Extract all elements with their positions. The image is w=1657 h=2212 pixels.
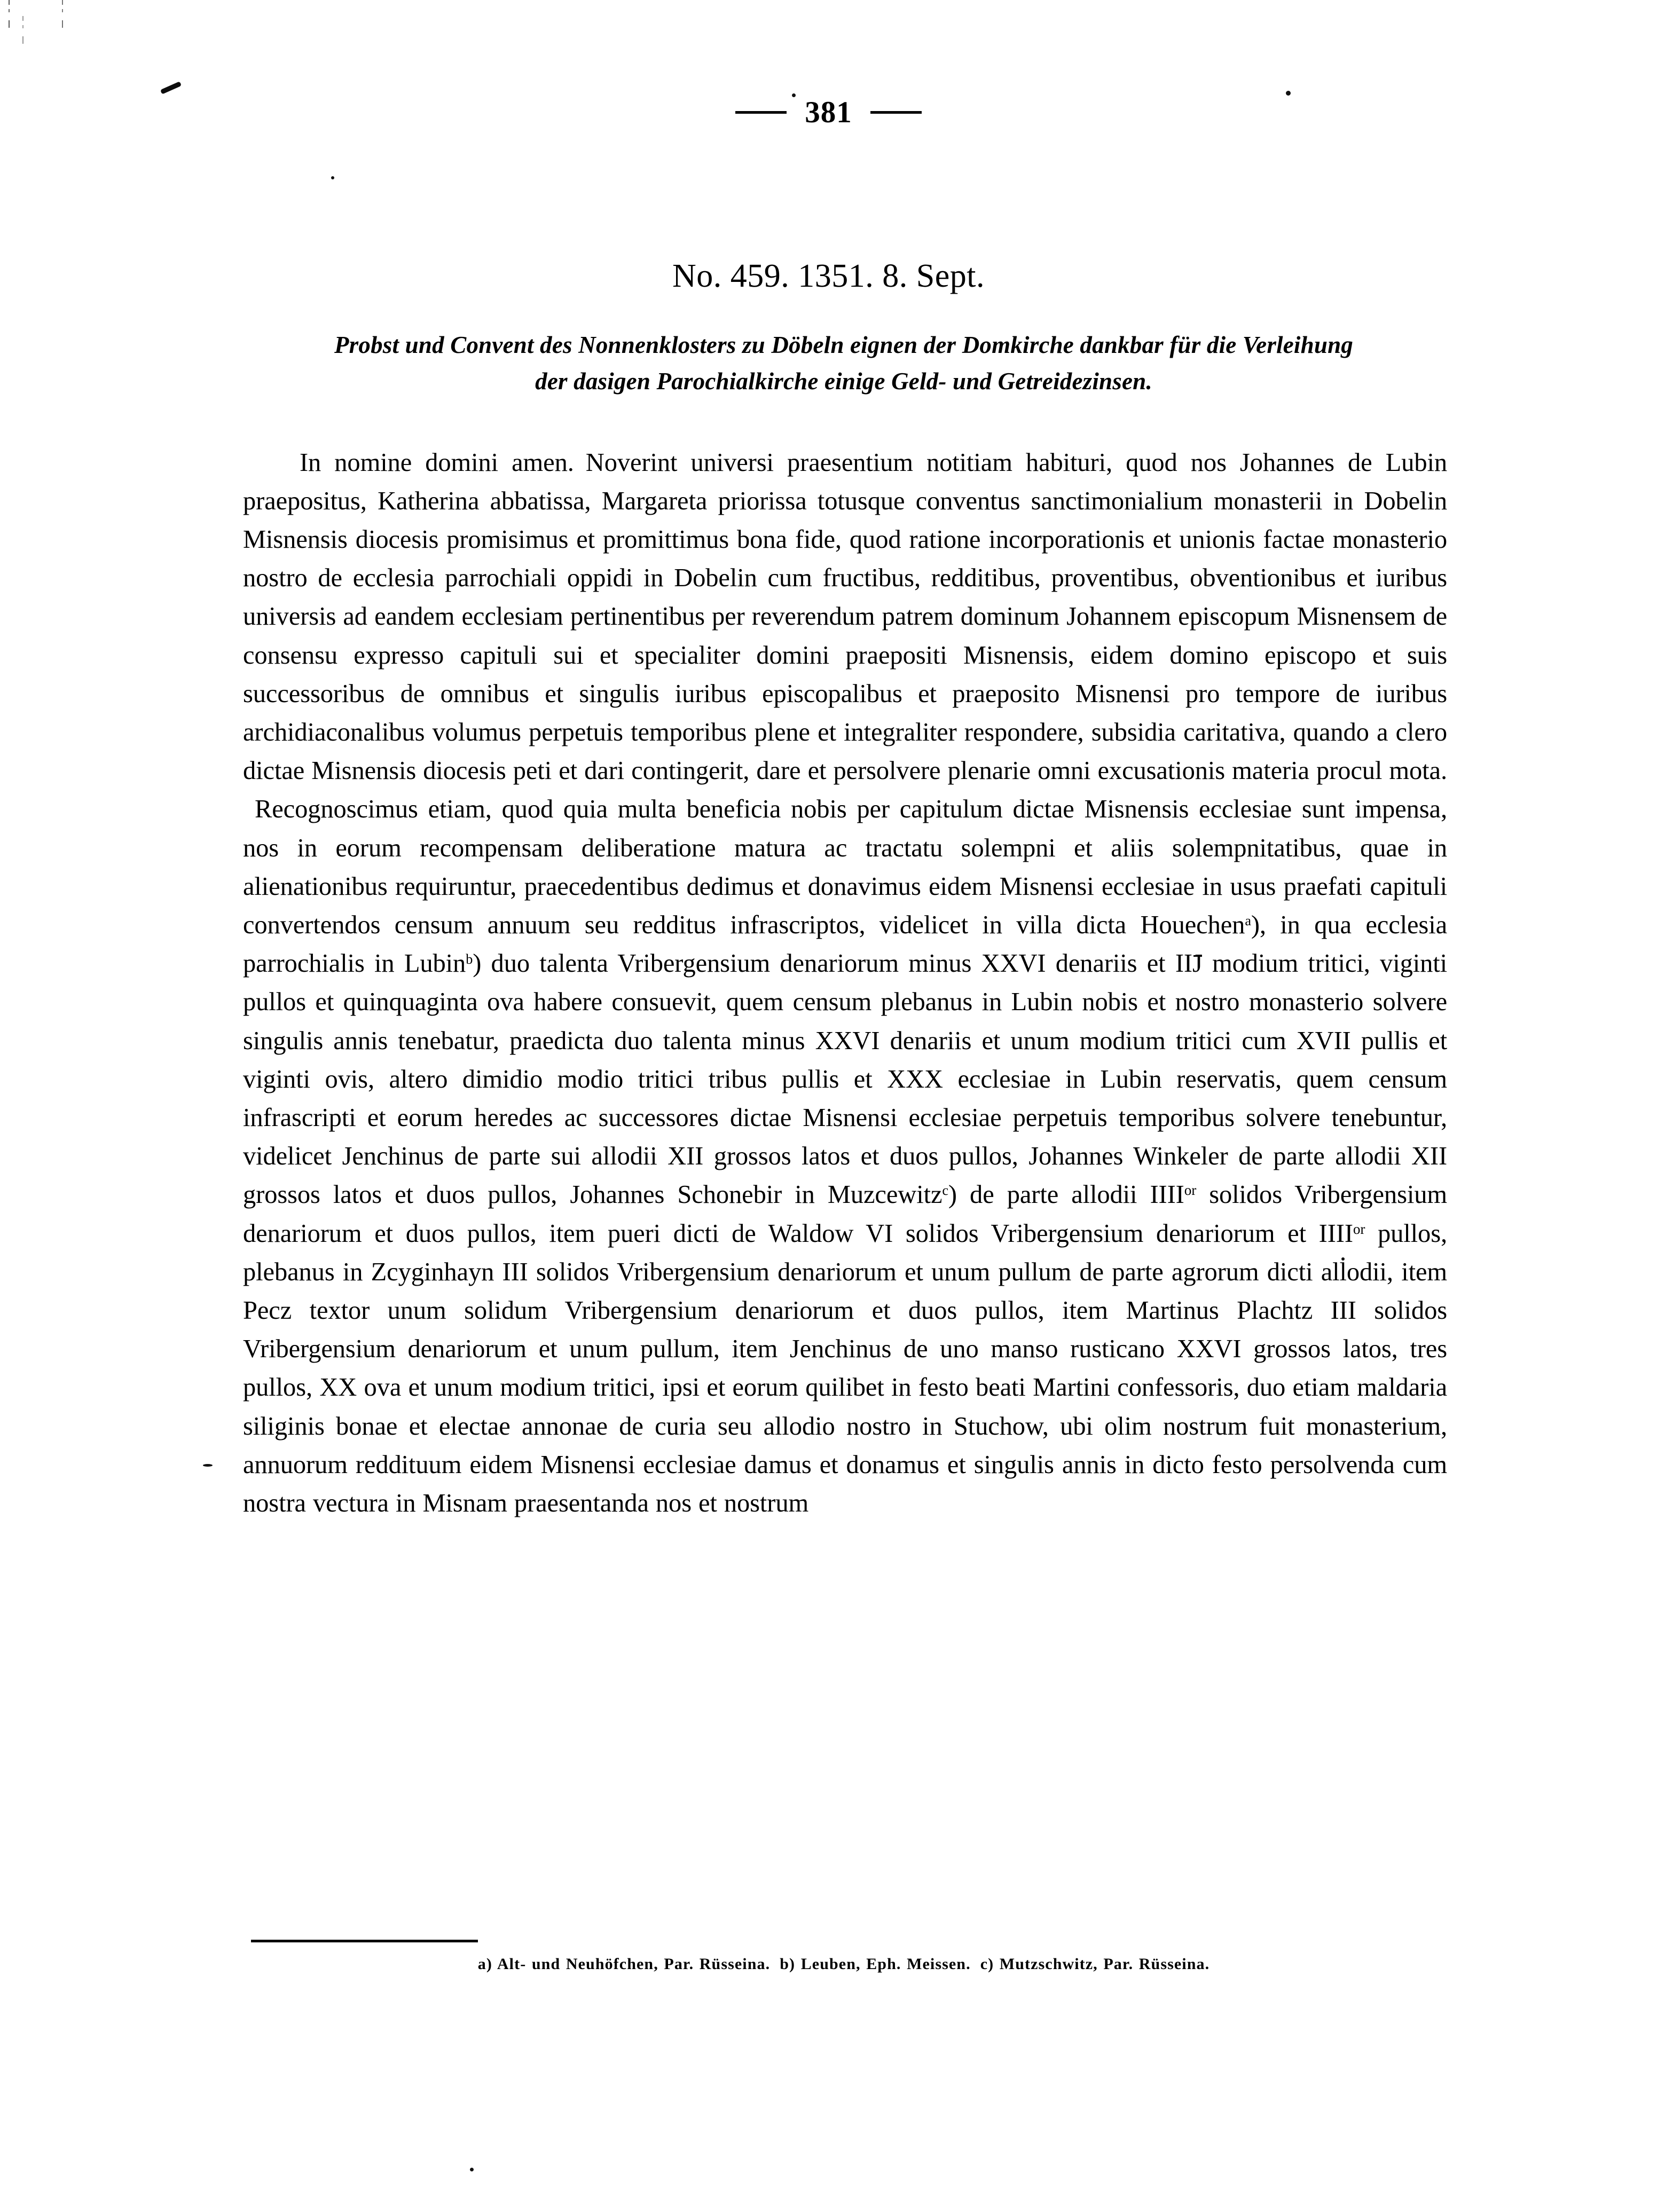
document-heading: No. 459. 1351. 8. Sept. — [672, 258, 985, 294]
body-segment-2: Recognoscimus etiam, quod quia multa beneficia nobis per capitulum dictae Misnensis ecclesiae sunt impensa, nos in eorum recompensam deliberatione matura ac tractatu solempni et aliis solempnitatibus, quae in alienationibus requiruntur, praecedentibus dedimus et donavimus eidem Misnensi ecclesiae in usus praefati capituli convertendos censum annuum seu redditus infrascriptos, videlicet in villa dicta Houechen — [243, 795, 1447, 939]
body-segment-3: ), in qua ecclesia parrochialis in Lubin — [243, 910, 1447, 978]
scan-artifact-ink-mark — [160, 81, 182, 94]
scan-artifact-speck — [331, 176, 334, 179]
footnote-c: c) Mutzschwitz, Par. Rüsseina. — [980, 1955, 1210, 1973]
body-segment-8: pullos, plebanus in Zcyginhayn III solidos Vribergensium denariorum et unum pullum de parte agrorum dicti allodii, item Pecz textor unum solidum Vribergensium denariorum et duos pullos, item Martinus Plachtz III solidos Vribergensium denariorum et unum pullum, item Jenchinus de uno manso rusticano XXVI grossos latos, tres pullos, XX ova et unum modium tritici, ipsi et eorum quilibet in festo beati Martini confessoris, duo etiam maldaria siliginis bonae et electae annonae de curia seu allodio nostro in Stuchow, ubi olim nostrum fuit monasterium, annuorum reddituum eidem Misnensi ecclesiae damus et donamus et singulis annis in dicto festo persolvenda cum nostra vectura in Misnam praesentanda nos et nostrum — [243, 1219, 1447, 1517]
body-segment-6: ) de parte allodii IIII — [948, 1180, 1184, 1209]
body-segment-4: ) duo talenta Vribergensium denariorum minus XXVI denariis et II — [473, 949, 1192, 978]
page-number — [0, 95, 1657, 130]
body-segment-5: modium tritici, viginti pullos et quinquaginta ova habere consuevit, quem censum plebanus in Lubin nobis et nostro monasterio solvere singulis annis tenebatur, praedicta duo talenta minus XXVI denariis et unum modium tritici cum XVII pullis et viginti ovis, altero dimidio modio tritici tribus pullis et XXX ecclesiae in Lubin reservatis, quem censum infrascripti et eorum heredes ac successores dictae Misnensi ecclesiae perpetuis temporibus solvere tenebuntur, videlicet Jenchinus de parte sui allodii XII grossos latos et duos pullos, Johannes Winkeler de parte allodii XII grossos latos et duos pullos, Johannes Schonebir in Muzcewitz — [243, 949, 1447, 1209]
footnote-a: a) Alt- und Neuhöfchen, Par. Rüsseina. — [477, 1955, 771, 1973]
scan-artifact-gutter-line — [9, 0, 10, 2212]
scan-artifact-speck — [470, 2168, 474, 2171]
charter-body-text — [243, 444, 1447, 1523]
footnote-b: b) Leuben, Eph. Meissen. — [780, 1955, 971, 1973]
scan-artifact-speck — [203, 1464, 213, 1467]
scan-artifact-gutter-line — [62, 0, 63, 2212]
ordinal-suffix: or — [1353, 1221, 1365, 1237]
half-denarius-symbol: J — [1192, 944, 1203, 983]
footnote-marker-b[interactable]: b — [466, 951, 473, 967]
footnote-marker-a[interactable]: a — [1245, 912, 1251, 928]
ordinal-suffix: or — [1184, 1182, 1197, 1199]
scan-artifact-gutter-line — [22, 16, 23, 2184]
footnote-block — [243, 1955, 1444, 1973]
footnote-separator-rule — [251, 1940, 478, 1942]
document-subtitle — [243, 327, 1444, 399]
folio-rule-right — [870, 111, 922, 114]
subtitle-line-1: Probst und Convent des Nonnenklosters zu Döbeln eignen der Domkirche dankbar für die Verleihung — [334, 332, 1353, 358]
folio-number-label: 381 — [805, 96, 852, 129]
subtitle-line-2: der dasigen Parochialkirche einige Geld- und Getreidezinsen. — [535, 368, 1152, 395]
body-segment-invocation: In nomine domini amen. — [300, 448, 574, 477]
body-segment-1: Noverint universi praesentium notitiam habituri, quod nos Johannes de Lubin praepositus, Katherina abbatissa, Margareta priorissa totusque conventus sanctimonialium monasterii in Dobelin Misnensis diocesis promisimus et promittimus bona fide, quod ratione incorporationis et unionis factae monasterio nostro de ecclesia parrochiali oppidi in Dobelin cum fructibus, redditibus, proventibus, obventionibus et iuribus universis ad eandem ecclesiam pertinentibus per reverendum patrem dominum Johannem episcopum Misnensem de consensu expresso capituli sui et specialiter domini praepositi Misnensis, eidem domino episcopo et suis successoribus de omnibus et singulis iuribus episcopalibus et praeposito Misnensi pro tempore de iuribus archidiaconalibus volumus perpetuis temporibus plene et integraliter respondere, subsidia caritativa, quando a clero dictae Misnensis diocesis peti et dari contingerit, dare et persolvere plenarie omni excusationis materia procul mota. — [243, 448, 1447, 785]
body-segment-7: solidos Vribergensium denariorum et duos pullos, item pueri dicti de Waldow VI solidos Vribergensium denariorum et IIII — [243, 1180, 1448, 1248]
folio-rule-left — [735, 111, 787, 114]
footnote-marker-c[interactable]: c — [942, 1183, 948, 1199]
